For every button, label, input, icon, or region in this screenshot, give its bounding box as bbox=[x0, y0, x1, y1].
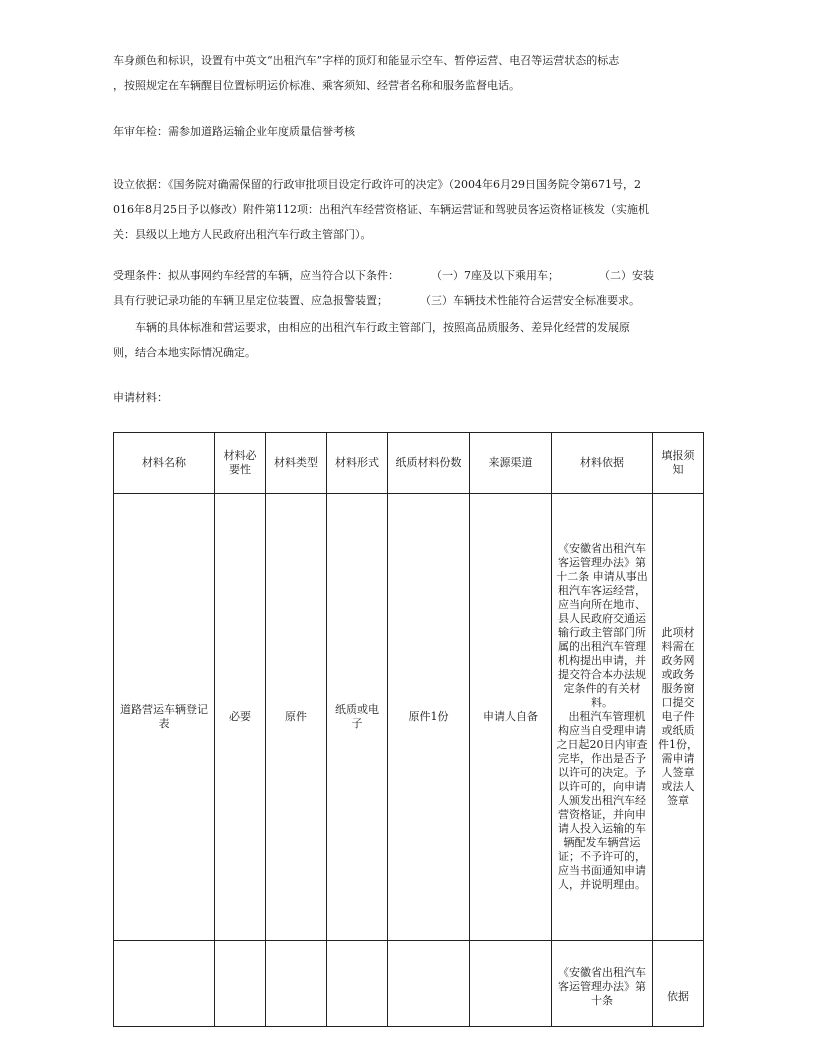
cell-source: 申请人自备 bbox=[470, 494, 552, 941]
intro-line-2: ，按照规定在车辆醒目位置标明运价标准、乘客须知、经营者名称和服务监督电话。 bbox=[113, 79, 520, 92]
basis-paragraph-1: 《安徽省出租汽车客运管理办法》第十二条 申请从事出租汽车客运经营，应当向所在地市、县人民政府交通运输行政主管部门所属的出租汽车管理机构提出申请，并提交符合本办法规定条件的有关材料。 bbox=[556, 542, 648, 709]
materials-table bbox=[113, 432, 704, 1027]
intro-line-1: 车身颜色和标识，设置有中英文“出租汽车”字样的顶灯和能显示空车、暂停运营、电召等运营状态的标志 bbox=[113, 54, 620, 67]
cell-paper-copies: 原件1份 bbox=[388, 494, 470, 941]
acceptance-condition-2-start: （二）安装 bbox=[599, 269, 654, 282]
cell-material-form bbox=[327, 941, 388, 1027]
header-paper-copies: 纸质材料份数 bbox=[388, 433, 470, 494]
table-header-row bbox=[114, 433, 704, 494]
acceptance-conditions-paragraph bbox=[113, 263, 703, 313]
vehicle-standard-line-2: 则，结合本地实际情况确定。 bbox=[113, 346, 256, 359]
cell-material-name: 道路营运车辆登记表 bbox=[114, 494, 215, 941]
cell-material-type: 原件 bbox=[266, 494, 327, 941]
header-material-form: 材料形式 bbox=[327, 433, 388, 494]
table-row bbox=[114, 494, 704, 941]
cell-notes: 依据 bbox=[653, 941, 704, 1027]
table-row bbox=[114, 941, 704, 1027]
header-basis: 材料依据 bbox=[552, 433, 653, 494]
materials-label: 申请材料： bbox=[113, 391, 168, 404]
acceptance-condition-3: （三）车辆技术性能符合运营安全标准要求。 bbox=[420, 294, 640, 307]
vehicle-standard-line-1: 车辆的具体标准和营运要求，由相应的出租汽车行政主管部门，按照高品质服务、差异化经营的发展原 bbox=[135, 321, 630, 334]
cell-source bbox=[470, 941, 552, 1027]
acceptance-condition-1: （一）7座及以下乘用车； bbox=[431, 269, 559, 282]
basis-paragraph-2: 出租汽车管理机构应当自受理申请之日起20日内审查完毕，作出是否予以许可的决定。予以许可的，向申请人颁发出租汽车经营资格证，并向申请人投入运输的车辆配发车辆营运证；不予许可的，应当书面通知申请人，并说明理由。 bbox=[556, 710, 648, 891]
cell-material-form: 纸质或电子 bbox=[327, 494, 388, 941]
header-material-name: 材料名称 bbox=[114, 433, 215, 494]
cell-material-name bbox=[114, 941, 215, 1027]
header-material-type: 材料类型 bbox=[266, 433, 327, 494]
cell-necessity: 必要 bbox=[215, 494, 266, 941]
intro-paragraph bbox=[113, 48, 703, 98]
cell-material-type bbox=[266, 941, 327, 1027]
cell-notes: 此项材料需在政务网或政务服务窗口提交电子件或纸质件1份，需申请人签章或法人签章 bbox=[653, 494, 704, 941]
cell-basis bbox=[552, 494, 653, 941]
cell-paper-copies bbox=[388, 941, 470, 1027]
vehicle-standard-paragraph bbox=[113, 315, 703, 365]
acceptance-line-2a: 具有行驶记录功能的车辆卫星定位装置、应急报警装置； bbox=[113, 294, 388, 307]
header-source: 来源渠道 bbox=[470, 433, 552, 494]
cell-necessity bbox=[215, 941, 266, 1027]
legal-basis-line-3: 关：县级以上地方人民政府出租汽车行政主管部门）。 bbox=[113, 228, 372, 241]
legal-basis-line-2: 016年8月25日予以修改）附件第112项：出租汽车经营资格证、车辆运营证和驾驶员客运资格证核发（实施机 bbox=[113, 203, 649, 216]
acceptance-line-1a: 受理条件：拟从事网约车经营的车辆，应当符合以下条件： bbox=[113, 269, 399, 282]
legal-basis-line-1: 设立依据：《国务院对确需保留的行政审批项目设定行政许可的决定》（2004年6月29日国务院令第671号，2 bbox=[113, 178, 641, 191]
cell-basis: 《安徽省出租汽车客运管理办法》第十条 bbox=[552, 941, 653, 1027]
header-necessity: 材料必要性 bbox=[215, 433, 266, 494]
header-notes: 填报须知 bbox=[653, 433, 704, 494]
legal-basis-paragraph bbox=[113, 172, 703, 247]
annual-review-text: 年审年检：需参加道路运输企业年度质量信誉考核 bbox=[113, 125, 355, 138]
